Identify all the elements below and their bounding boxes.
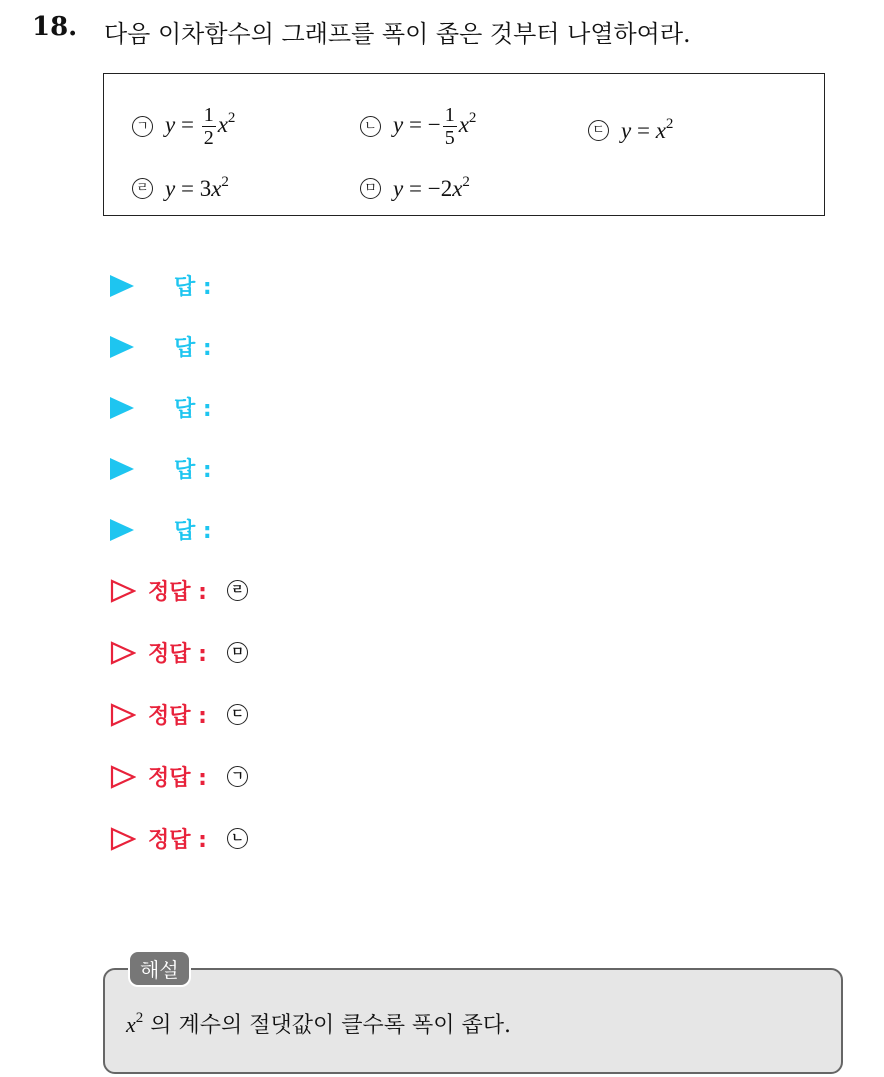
option-e-exp: 2 (462, 174, 470, 190)
play-triangle-icon (110, 519, 134, 541)
correct-label: 정답 : (148, 828, 207, 853)
correct-answer-value: ㄷ (227, 704, 248, 725)
option-c (588, 116, 673, 144)
option-b-marker: ㄴ (360, 116, 381, 137)
explanation-exp: 2 (135, 1010, 144, 1026)
option-b-sign: − (427, 111, 441, 137)
correct-answer-value: ㄴ (227, 828, 248, 849)
answer-row[interactable] (110, 392, 212, 423)
option-d-exp: 2 (221, 174, 229, 190)
correct-answer-value: ㄱ (227, 766, 248, 787)
option-a-marker: ㄱ (132, 116, 153, 137)
option-a-lhs: y (165, 111, 176, 137)
option-b-exp: 2 (468, 109, 477, 126)
answer-label: 답 : (174, 275, 212, 300)
option-c-marker: ㄷ (588, 120, 609, 141)
outline-triangle-icon (110, 765, 136, 789)
correct-label: 정답 : (148, 642, 207, 667)
answer-label: 답 : (174, 397, 212, 422)
question-number: 18. (32, 12, 78, 42)
option-b-lhs: y (393, 111, 404, 137)
option-a-var: x (217, 111, 228, 137)
option-a (132, 104, 235, 149)
option-b-var: x (458, 111, 469, 137)
play-triangle-icon (110, 336, 134, 358)
option-c-eq: = (631, 118, 656, 143)
explanation-text (126, 1008, 511, 1039)
play-triangle-icon (110, 275, 134, 297)
explanation-var: x (126, 1012, 136, 1037)
outline-triangle-icon (110, 827, 136, 851)
correct-label: 정답 : (148, 704, 207, 729)
correct-answer-value: ㄹ (227, 580, 248, 601)
option-d-marker: ㄹ (132, 178, 153, 199)
play-triangle-icon (110, 397, 134, 419)
option-c-lhs: y (621, 118, 632, 143)
explanation-tag: 해설 (128, 950, 191, 987)
option-a-eq: = (175, 111, 200, 137)
answer-row[interactable] (110, 453, 212, 484)
correct-answer-row (110, 575, 260, 606)
answer-row[interactable] (110, 331, 212, 362)
option-a-fraction: $\frac{1}{2}$ (203, 104, 214, 149)
option-b-fraction: $\frac{1}{5}$ (444, 104, 455, 149)
correct-answer-row (110, 823, 260, 854)
option-e-lhs: y (393, 176, 404, 201)
option-d-lhs: y (165, 176, 176, 201)
option-d-coef: 3 (199, 176, 212, 201)
option-a-exp: 2 (227, 109, 236, 126)
correct-answer-row (110, 699, 260, 730)
option-d (132, 174, 229, 202)
outline-triangle-icon (110, 703, 136, 727)
answer-label: 답 : (174, 336, 212, 361)
option-e-marker: ㅁ (360, 178, 381, 199)
correct-answer-row (110, 761, 260, 792)
option-e (360, 174, 470, 202)
option-e-eq: = (403, 176, 428, 201)
option-d-eq: = (175, 176, 200, 201)
correct-label: 정답 : (148, 580, 207, 605)
question-text: 다음 이차함수의 그래프를 폭이 좁은 것부터 나열하여라. (104, 20, 691, 48)
correct-answer-row (110, 637, 260, 668)
answer-label: 답 : (174, 458, 212, 483)
option-e-sign: − (427, 176, 441, 201)
answer-row[interactable] (110, 270, 212, 301)
option-c-var: x (655, 118, 666, 143)
option-d-var: x (211, 176, 222, 201)
outline-triangle-icon (110, 641, 136, 665)
option-b-eq: = (403, 111, 428, 137)
correct-label: 정답 : (148, 766, 207, 791)
option-c-exp: 2 (665, 116, 674, 132)
correct-answer-value: ㅁ (227, 642, 248, 663)
answer-label: 답 : (174, 519, 212, 544)
option-e-coef: 2 (440, 176, 453, 201)
answer-row[interactable] (110, 514, 212, 545)
option-e-var: x (452, 176, 463, 201)
explanation-body: 의 계수의 절댓값이 클수록 폭이 좁다. (143, 1013, 511, 1038)
play-triangle-icon (110, 458, 134, 480)
option-b (360, 104, 476, 149)
outline-triangle-icon (110, 579, 136, 603)
